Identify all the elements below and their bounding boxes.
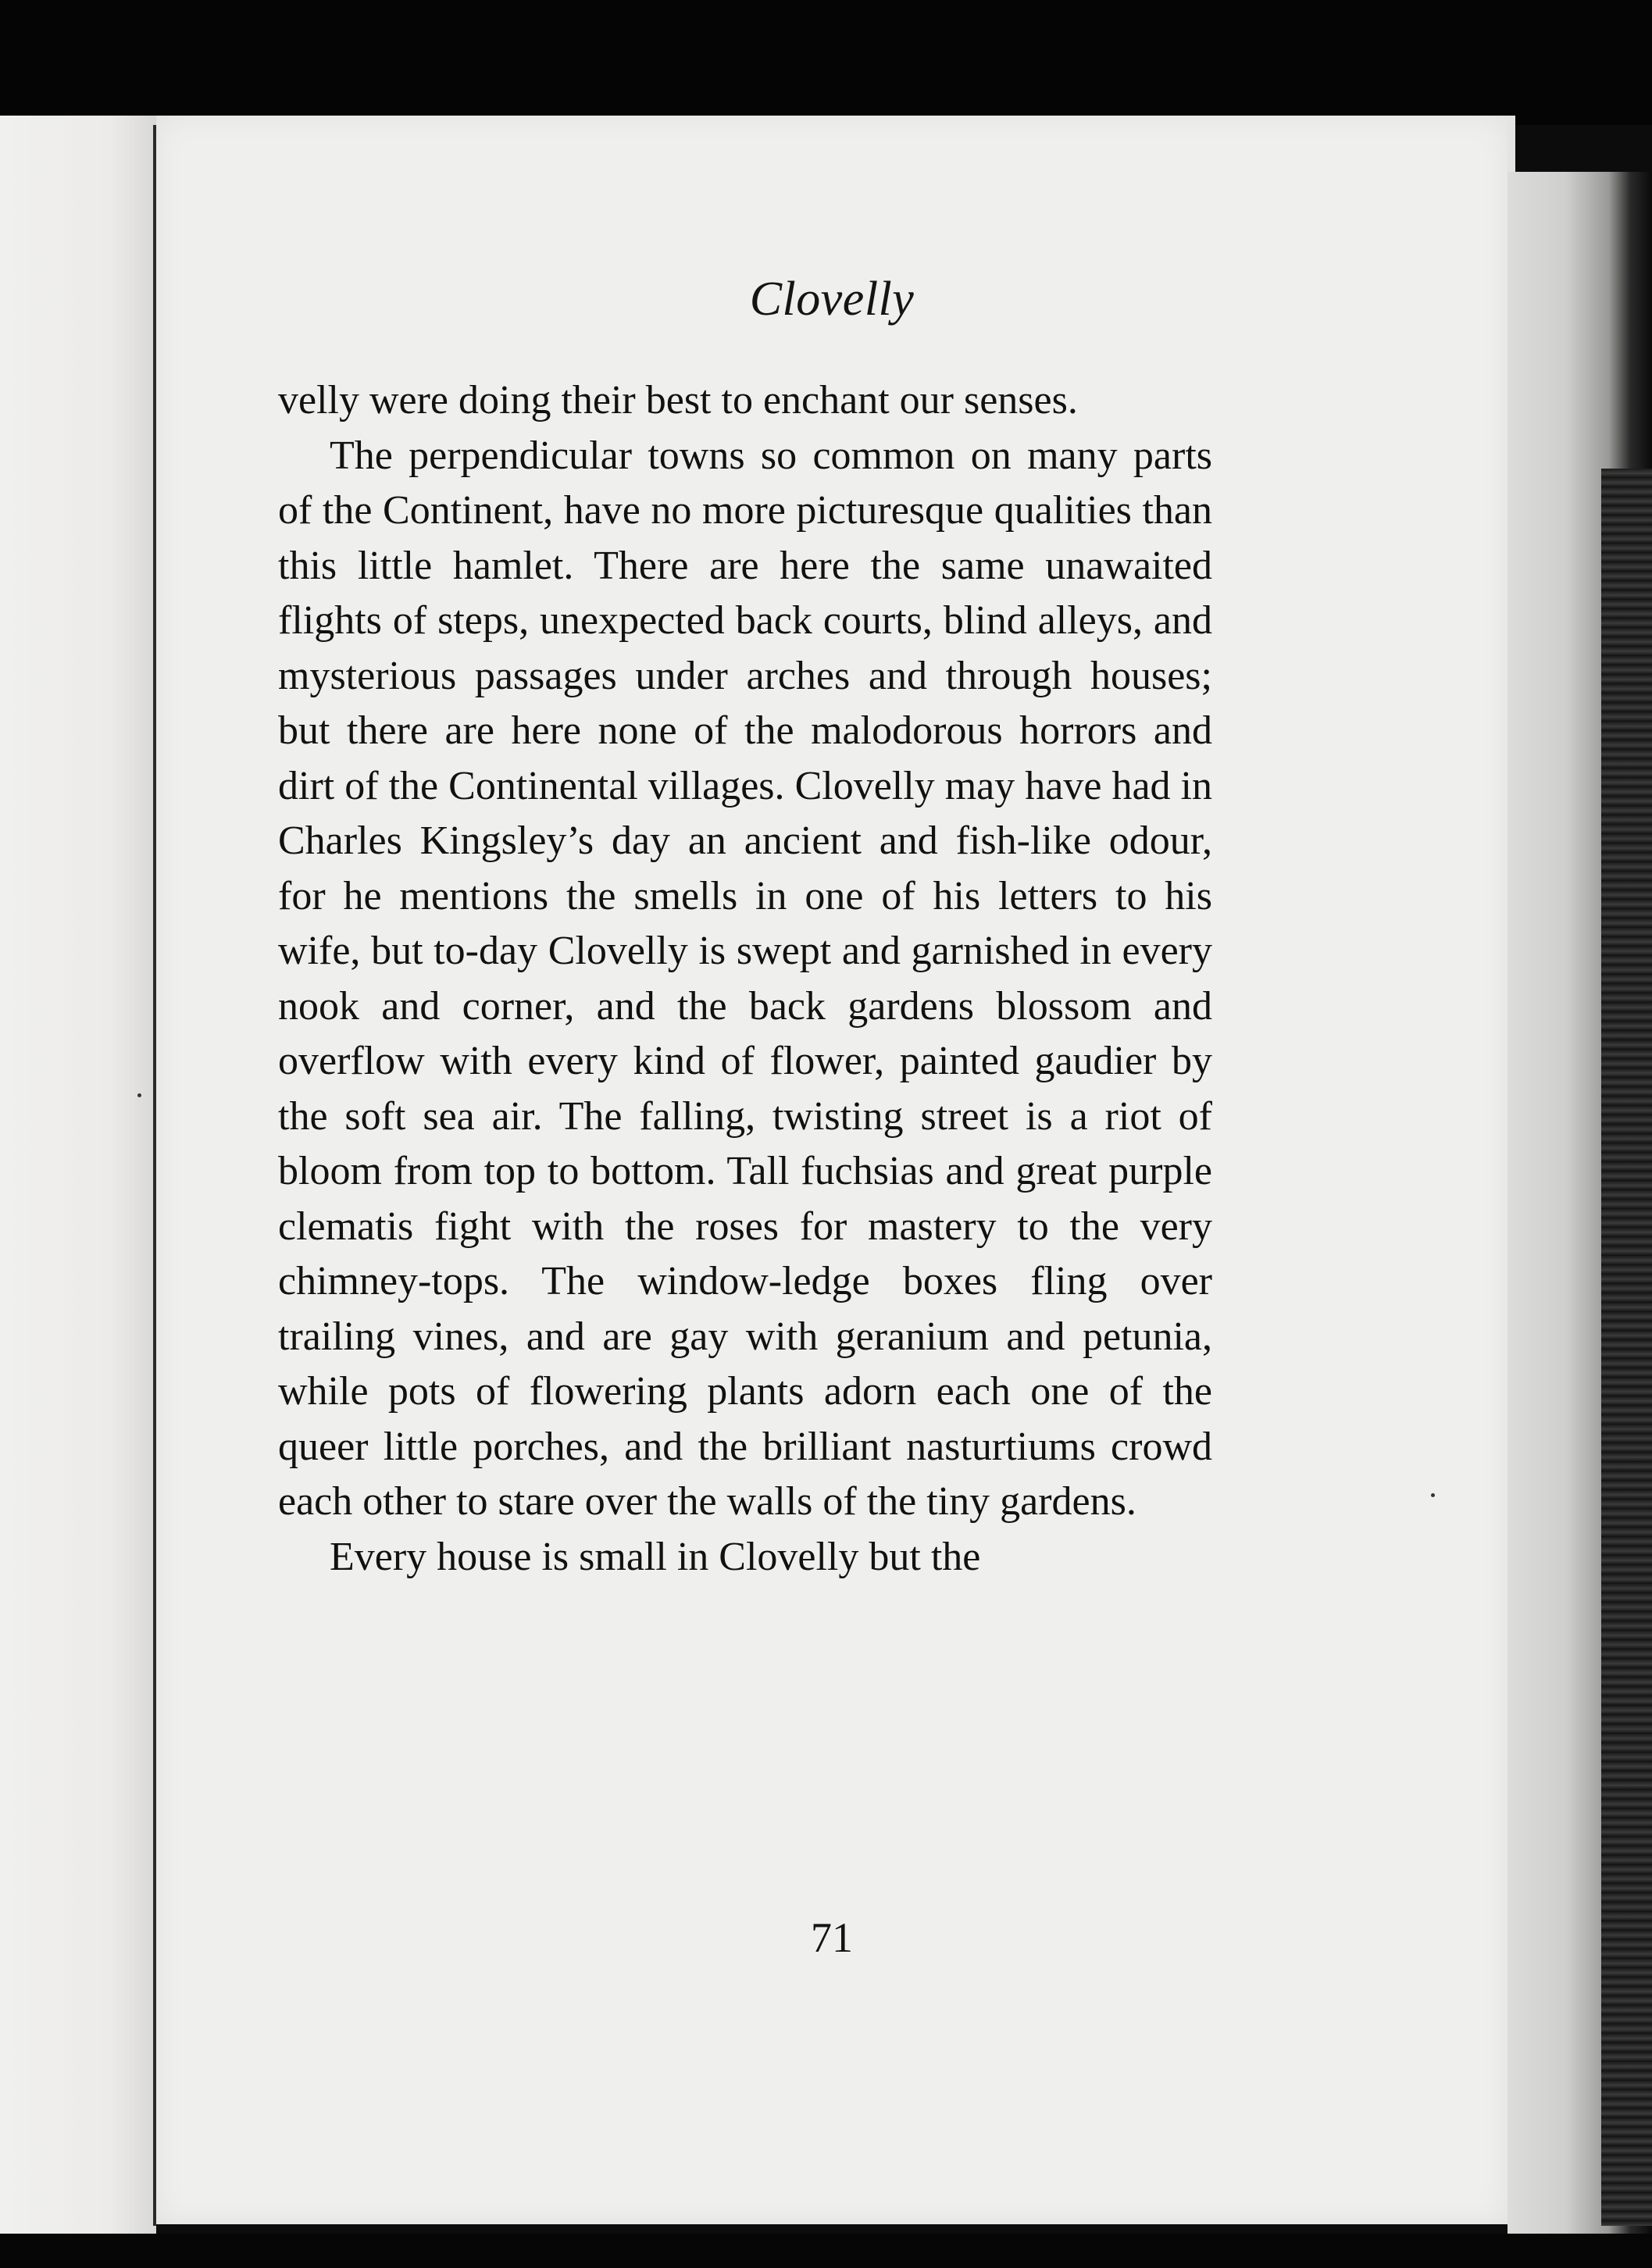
body-text bbox=[278, 373, 1212, 1585]
paragraph-1: velly were doing their best to enchant our senses. bbox=[278, 378, 1078, 423]
scan-speck bbox=[137, 1093, 141, 1097]
book-spine-shadow bbox=[1601, 469, 1652, 2226]
scan-background-bottom bbox=[0, 2234, 1652, 2268]
facing-page-edge bbox=[0, 116, 156, 2240]
scan-speck bbox=[1431, 1493, 1435, 1497]
scan-background-top bbox=[0, 0, 1652, 125]
page-number: 71 bbox=[811, 1914, 853, 1961]
paragraph-3: Every house is small in Clovelly but the bbox=[330, 1534, 981, 1579]
running-head: Clovelly bbox=[749, 273, 915, 326]
paragraph-2: The perpendicular towns so common on many parts of the Continent, have no more picturesque qualities than this little hamlet. There are here the same unawaited flights of steps, unexpected back courts, blind alleys, and mysterious passages under arches and through houses; but there are here none of the malodorous horrors and dirt of the Continental villages. Clovelly may have had in Charles Kingsley’s day an ancient and fish-like odour, for he mentions the smells in one of his letters to his wife, but to-day Clovelly is swept and garnished in every nook and corner, and the back gardens blossom and overflow with every kind of flower, painted gaudier by the soft sea air. The falling, twisting street is a riot of bloom from top to bottom. Tall fuchsias and great purple clematis fight with the roses for mastery to the very chimney-tops. The window-ledge boxes fling over trailing vines, and are gay with geranium and petunia, while pots of flowering plants adorn each one of the queer little porches, and the brilliant nasturtiums crowd each other to stare over the walls of the tiny gardens. bbox=[278, 433, 1212, 1524]
